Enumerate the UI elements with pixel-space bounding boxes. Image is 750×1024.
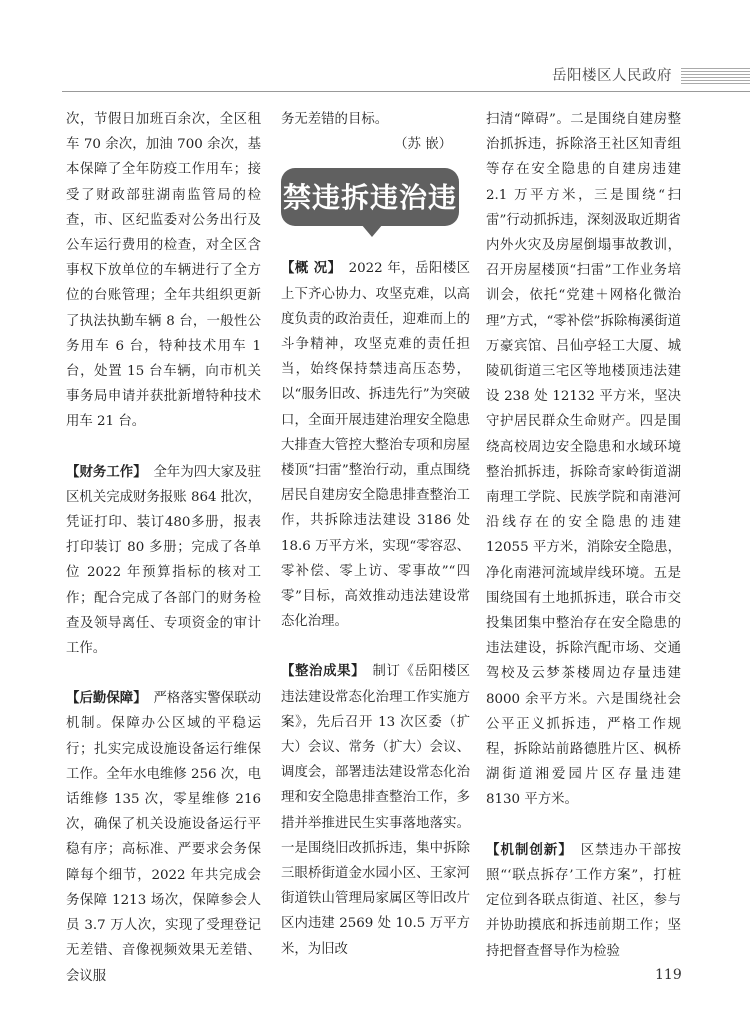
page-number: 119 <box>655 967 682 983</box>
banner-box <box>281 168 459 226</box>
section-results <box>281 659 470 961</box>
section-logistics <box>66 686 261 988</box>
section-text: 全年为四大家及驻区机关完成财务报账 864 批次，凭证打印、装订480多册，报表打印装订 80 多册；完成了各单位 2022 年预算指标的核对工作；配合完成了各部门的财务检查及领导离任、专项资金的审计工作。 <box>66 464 261 657</box>
section-text: 2022 年，岳阳楼区上下齐心协力、攻坚克难，以高度负责的政治责任，迎难而上的斗争精神，攻坚克难的责任担当，始终保持禁违高压态势，以“服务旧改、拆违先行”为突破口，全面开展违建治理安全隐患大排查大管控大整治专项和房屋楼顶“扫雷”整治行动，重点围绕居民自建房安全隐患排查整治工作，共拆除违法建设 3186 处 18.6 万平方米，实现“零容忍、零补偿、零上访、零事故”“四零”目标，高效推动违法建设常态化治理。 <box>281 261 470 630</box>
paragraph: 务无差错的目标。 <box>281 112 389 127</box>
section-text: 区禁违办干部按照“‘联点拆存’工作方案”，打桩定位到各联点街道、社区，参与并协助摸底和拆违前期工作；坚持把督查督导作为检验 <box>486 842 681 959</box>
section-finance <box>66 460 261 662</box>
section-mechanism <box>486 838 681 964</box>
section-label: 【概 况】 <box>281 261 335 277</box>
chapter-banner <box>281 168 470 238</box>
section-text: 严格落实警保联动机制。保障办公区域的平稳运行；扎实完成设施设备运行维保工作。全年水电维修 256 次，电话维修 135 次，零星维修 216 次，确保了机关设施设备运行平稳有序；高标准、严要求会务保障每个细节，2022 年共完成会务保障 1213 场次，保障参会人员 3.7 万人次，实现了受理登记无差错、音像视频效果无差错、会议服 <box>66 691 261 984</box>
column-1 <box>66 107 261 989</box>
header-rule <box>62 91 750 92</box>
section-label: 【整治成果】 <box>281 664 359 680</box>
section-overview <box>281 256 470 634</box>
paragraph: 扫清“障碍”。二是围绕自建房整治抓拆违，拆除洛王社区知青组等存在安全隐患的自建房违建 2.1 万平方米，三是围绕“扫雷”行动抓拆违，深刻汲取近期省内外火灾及房屋倒塌事故教训，召开房屋楼顶“扫雷”工作业务培训会，依托“党建＋网格化微治理”方式，“零补偿”拆除梅溪街道万豪宾馆、吕仙亭轻工大厦、城陵矶街道三宅区等地楼顶违法建设 238 处 12132 平方米，坚决守护居民群众生命财产。四是围绕高校周边安全隐患和水域环境整治抓拆违，拆除奇家岭街道湖南理工学院、民族学院和南港河沿线存在的安全隐患的违建 12055 平方米，消除安全隐患，净化南港河流域岸线环境。五是围绕国有土地抓拆违，联合市交投集团集中整治存在安全隐患的违法建设，拆除汽配市场、交通驾校及云梦茶楼周边存量违建 8000 余平方米。六是围绕社会公平正义抓拆违，严格工作规程，拆除站前路德胜片区、枫桥湖街道湘爱园片区存量违建 8130 平方米。 <box>486 112 681 808</box>
paragraph: 次，节假日加班百余次，全区租车 70 余次，加油 700 余次，基本保障了全年防疫工作用车；接受了财政部驻湖南监管局的检查，市、区纪监委对公务出行及公车运行费用的检查，对全区含事权下放单位的车辆进行了全方位的台账管理；全年共组织更新了执法执勤车辆 8 台，一般性公务用车 6 台，特种技术用车 1 台，处置 15 台车辆，向市机关事务局申请并获批新增特种技术用车 21 台。 <box>66 112 261 430</box>
section-text: 制订《岳阳楼区违法建设常态化治理工作实施方案》，先后召开 13 次区委（扩大）会议、常务（扩大）会议、调度会，部署违法建设常态化治理和安全隐患排查整治工作，多措并举推进民生实事落地落实。一是围绕旧改抓拆违，集中拆除三眼桥街道金水园小区、王家河街道铁山管理局家属区等旧改片区内违建 2569 处 10.5 万平方米，为旧改 <box>281 664 470 957</box>
section-label: 【后勤保障】 <box>66 691 140 707</box>
header-decoration <box>681 68 750 86</box>
header-title: 岳阳楼区人民政府 <box>552 68 672 84</box>
author: （苏 嵌） <box>394 137 452 153</box>
chapter-title: 禁违拆违治违 <box>282 180 457 214</box>
banner-pointer <box>361 224 383 237</box>
section-label: 【机制创新】 <box>486 842 567 858</box>
column-2 <box>281 107 470 962</box>
section-label: 【财务工作】 <box>66 464 140 480</box>
column-3 <box>486 107 681 964</box>
